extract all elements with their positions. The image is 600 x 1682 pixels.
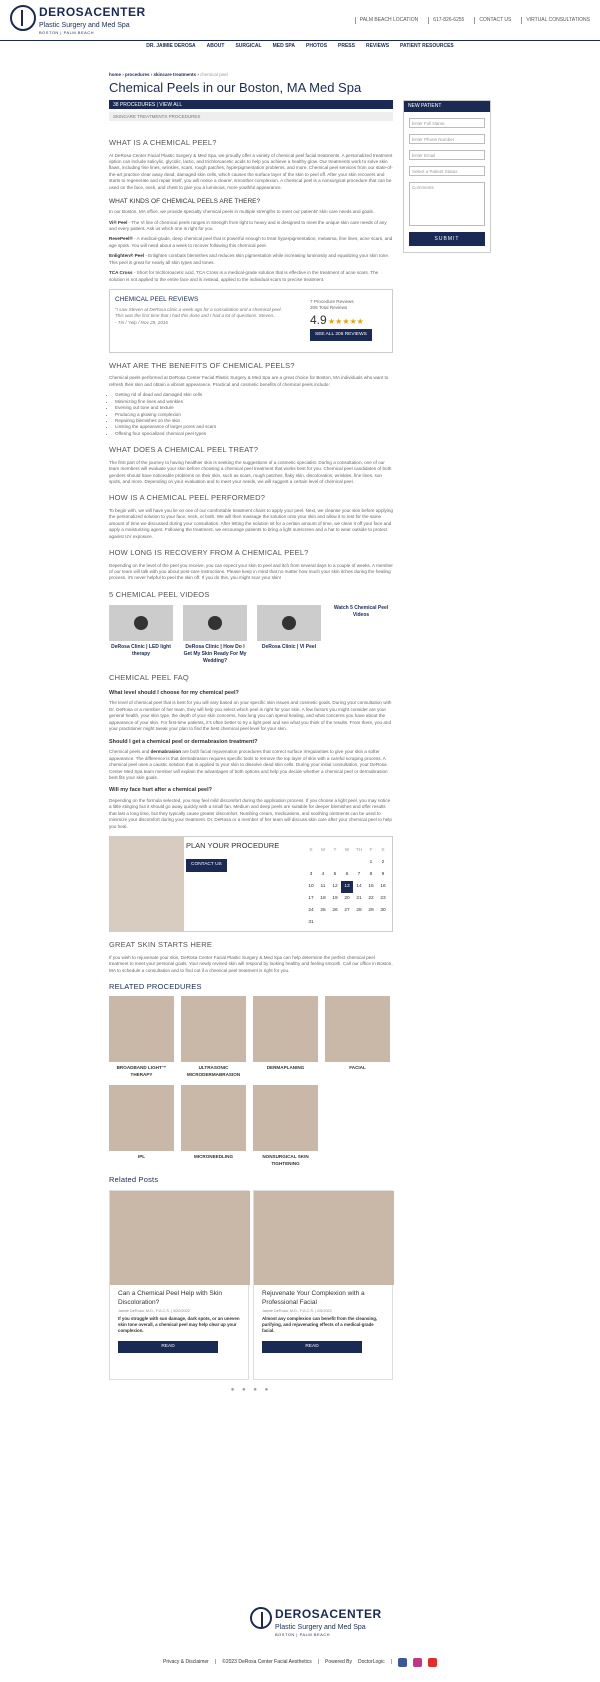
calendar-day[interactable]: 21 (356, 896, 362, 902)
crumb-skincare[interactable]: skincare treatments (153, 72, 197, 77)
procedure-review-count: 7 Procedure Reviews (310, 298, 354, 304)
procedure-image[interactable] (253, 1085, 318, 1151)
procedure-label[interactable]: BROADBAND LIGHT™ THERAPY (116, 1065, 167, 1077)
star-rating-icon: ★★★★★ (327, 316, 364, 326)
post-title[interactable]: Can a Chemical Peel Help with Skin Discoloration? (118, 1289, 223, 1306)
site-logo[interactable] (10, 5, 146, 35)
play-icon[interactable] (257, 605, 321, 641)
procedure-label[interactable]: MICRONEEDLING (193, 1154, 234, 1160)
post-image[interactable] (110, 1191, 250, 1285)
post-author: Jaimie DeRosa, M.D., F.A.C.S. | 2/5/2022 (262, 1308, 332, 1313)
procedure-image[interactable] (253, 996, 318, 1062)
calendar-day-header: T (333, 848, 337, 854)
calendar-day (341, 857, 353, 869)
peel-name: RevePeel® (109, 236, 133, 242)
calendar-day (305, 857, 317, 869)
play-icon[interactable] (109, 605, 173, 641)
watch-all-videos-link[interactable]: Watch 5 Chemical Peel Videos (333, 605, 389, 619)
faq-question: Will my face hurt after a chemical peel? (109, 787, 212, 794)
calendar-day-header: M (321, 848, 325, 854)
skincare-bar[interactable]: SKINCARE TREATMENTS PROCEDURES (109, 112, 393, 121)
calendar (305, 845, 389, 929)
post-excerpt: Almost any complexion can benefit from the cleansing, purifying, and rejuvenating effects of a medical-grade facial. (262, 1316, 378, 1334)
list-item: • Limiting the appearance of larger pores and scars (115, 424, 393, 430)
related-procedure-card[interactable] (325, 996, 390, 1078)
calendar-day[interactable]: 15 (368, 884, 374, 890)
video-title[interactable]: DeRosa Clinic | VI Peel (261, 644, 317, 651)
play-icon[interactable] (183, 605, 247, 641)
calendar-day (317, 857, 329, 869)
section-heading: WHAT DOES A CHEMICAL PEEL TREAT? (109, 445, 259, 455)
calendar-day[interactable]: 22 (368, 896, 374, 902)
post-author: Jaimie DeRosa, M.D., F.A.C.S. | 3/20/2022 (118, 1308, 190, 1313)
paragraph: At DeRosa Center Facial Plastic Surgery & Med Spa, we proudly offer a variety of chemical peel facial treatments. A personalized treatment option can include salicylic, glycolic, lactic, and trichloroacetic acids to help you achieve a healthy glow. Our treatments work to solve skin flaws, including fine lines, wrinkles, scars, rough patches, hyperpigmentation problems, and more. Chemical peel services from our state-of-the-art practice clear away dead, damaged skin cells, which causes the surface layer of the skin to peel off. After your skin recovers and starts to regenerate and repair itself, you will notice a clearer, smoother complexion. A chemical peel is a nonsurgical procedure that can be used on the face, neck, and chest to give you a luminous, more youthful appearance. (109, 152, 393, 190)
calendar-day[interactable]: 28 (356, 908, 362, 914)
section-heading: HOW IS A CHEMICAL PEEL PERFORMED? (109, 493, 266, 503)
plan-procedure-box (109, 836, 393, 932)
site-header (0, 0, 600, 41)
youtube-icon[interactable] (428, 1658, 437, 1667)
paragraph: Chemical peels performed at DeRosa Center Facial Plastic Surgery & Med Spa are a great choice for Boston, MA individuals who want to refresh their skin and obtain a vibrant appearance. Practical and cosmetic benefits of chemical peels include: (109, 375, 389, 387)
calendar-day (353, 857, 365, 869)
calendar-day (329, 857, 341, 869)
main-content (109, 130, 393, 1394)
logo-name: DEROSACENTER (275, 1607, 382, 1621)
list-item: • Evening out tone and texture (115, 405, 393, 411)
privacy-link[interactable]: Privacy & Disclaimer (162, 1659, 209, 1666)
calendar-day[interactable]: 8 (369, 872, 373, 878)
post-excerpt: If you struggle with sun damage, dark spots, or an uneven skin tone overall, a chemical peel may help clear up your complexion. (118, 1316, 240, 1334)
list-item: • Minimizing fine lines and wrinkles (115, 399, 393, 405)
related-procedure-card[interactable] (253, 1085, 318, 1167)
review-author: - Tiri / Yelp / Nov 29, 2016 (115, 319, 168, 325)
video-card[interactable] (257, 605, 321, 665)
calendar-day[interactable]: 23 (380, 896, 386, 902)
calendar-day[interactable]: 31 (308, 920, 314, 926)
calendar-day[interactable]: 2 (381, 860, 385, 866)
doctorlogic-link[interactable]: DoctorLogic (358, 1659, 385, 1666)
procedures-bar[interactable]: 38 PROCEDURES | VIEW ALL (109, 100, 393, 109)
comments-field[interactable]: Comments (409, 182, 485, 226)
main-nav (0, 43, 600, 53)
logo-subtitle: Plastic Surgery and Med Spa (39, 21, 130, 29)
procedure-image[interactable] (325, 996, 390, 1062)
video-card[interactable] (183, 605, 247, 665)
total-review-count: 206 Total Reviews (310, 305, 348, 311)
calendar-day (365, 917, 377, 929)
post-title[interactable]: Rejuvenate Your Complexion with a Professional Facial (262, 1289, 365, 1306)
nav-item[interactable]: PRESS (338, 43, 355, 49)
dermabrasion-link[interactable]: dermabrasion (150, 749, 182, 755)
calendar-day (341, 917, 353, 929)
benefits-list (115, 392, 393, 437)
nav-item[interactable]: PATIENT RESOURCES (400, 43, 454, 49)
post-image[interactable] (254, 1191, 394, 1285)
paragraph: RevePeel® - A medical-grade, deep chemical peel that is powerful enough to treat hyperpigmentation, melasma, fine lines, acne scars, and age spots. You will need about a week to recover following this chemical peel. (109, 236, 393, 248)
page-title: Chemical Peels in our Boston, MA Med Spa (109, 80, 362, 95)
faq-answer: The level of chemical peel that is best for you will vary based on your specific skin issues and cosmetic goals. During your consultation with Dr. DeRosa or a member of her team, they will help you select which peel is right for your skin. A few factors you might consider are your general health, your skin type, the depth of your skin concerns, how long you can spend healing, and what concerns you have about the appearance of your skin. For first-time patients, it's often better to try a light peel and see what you think of the results. From there, you and your practitioner might tweak your plan to find the best chemical peel level for your skin. (109, 700, 392, 732)
nav-item[interactable]: DR. JAIMIE DEROSA (146, 43, 196, 49)
contact-us-button[interactable]: CONTACT US (186, 859, 227, 872)
section-heading: GREAT SKIN STARTS HERE (109, 940, 213, 950)
crumb-procedures[interactable]: procedures (125, 72, 150, 77)
video-title[interactable]: DeRosa Clinic | LED light therapy (111, 644, 171, 658)
palm-beach-link[interactable]: PALM BEACH LOCATION (355, 17, 418, 24)
peel-name: Enlighten® Peel (109, 253, 145, 259)
calendar-day-header: S (309, 848, 313, 854)
videos-row (109, 605, 393, 665)
section-heading: CHEMICAL PEEL FAQ (109, 673, 189, 683)
rating-value: 4.9 (310, 312, 327, 327)
breadcrumb: home › procedures › skincare treatments › chemical peel (109, 72, 228, 77)
related-procedure-card[interactable] (181, 1085, 246, 1167)
calendar-day-header: TH (355, 848, 363, 854)
calendar-day[interactable]: 25 (320, 908, 326, 914)
related-procedure-card[interactable] (109, 1085, 174, 1167)
section-heading: RELATED PROCEDURES (109, 981, 202, 991)
paragraph: If you wish to rejuvenate your skin, DeRosa Center Facial Plastic Surgery & Med Spa can help determine the perfect chemical peel treatment to meet your personal goals. Your newly revived skin will respond by looking healthy and feeling smooth. Call our office in Boston, MA to schedule a consultation and to find out if a chemical peel treatment is right for you. (109, 954, 393, 973)
related-posts (109, 1190, 393, 1380)
video-card[interactable] (109, 605, 173, 665)
paragraph: The first part of the journey to having healthier skin is seeking the suggestions of a cosmetic specialist. During a consultation, one of our team members will evaluate your skin before choosing a chemical peel treatment that works best for you. Chemical peel candidates of both genders should have noticeable problems on their skin, such as scars, rough patches, flaky skin, discoloration, wrinkles, fine lines, sun spots, and more. Depending on your evaluation and to meet your needs, we will suggest a certain level of chemical peel. (109, 459, 392, 484)
reviews-title: CHEMICAL PEEL REVIEWS (115, 295, 199, 303)
nav-item[interactable]: ABOUT (206, 43, 225, 49)
procedure-label[interactable]: FACIAL (349, 1065, 366, 1071)
section-heading: WHAT ARE THE BENEFITS OF CHEMICAL PEELS? (109, 360, 295, 370)
logo-name: DEROSACENTER (39, 5, 146, 19)
logo-locations: BOSTON | PALM BEACH (39, 29, 95, 35)
procedure-image[interactable] (181, 996, 246, 1062)
section-heading: WHAT IS A CHEMICAL PEEL? (109, 138, 217, 147)
reviews-box (109, 289, 393, 353)
facebook-icon[interactable] (398, 1658, 407, 1667)
crumb-home[interactable]: home (109, 72, 122, 77)
faq-answer: Chemical peels and dermabrasion are both facial rejuvenation procedures that correct surface irregularities to give your skin a softer appearance. The difference is that dermabrasion requires specific tools to remove the top layer of skin with a careful scraping process. A chemical peel uses a caustic solution that is applied to your skin to dissolve dead skin cells. During your initial consultation, your DeRosa Center Med Spa team member will explain the advantages of both options and help you decide whether a chemical peel or dermabrasion best fits your skin goals. (109, 749, 388, 780)
calendar-day[interactable]: 5 (333, 872, 337, 878)
faq-question: Should I get a chemical peel or dermabrasion treatment? (109, 738, 258, 745)
phone-link[interactable]: 617-826-6255 (428, 17, 464, 24)
calendar-day-header: F (369, 848, 373, 854)
carousel-dots[interactable]: ● ● ● ● (230, 1386, 272, 1393)
calendar-day[interactable]: 24 (308, 908, 314, 914)
instagram-icon[interactable] (413, 1658, 422, 1667)
paragraph: TCA Cross - Short for trichloroacetic acid, TCA Cross is a medical-grade solution that is effective in the treatment of acne scars. The solution is not applied to the entire face and is instead, applied to the individual scars to precise treatment. (109, 270, 379, 282)
calendar-day[interactable]: 1 (369, 860, 373, 866)
paragraph: To begin with, we will have you lie on one of our comfortable treatment chairs to apply your peel. Next, we cleanse your skin before applying the personalized solution to your face, neck, or both. We will then massage the solution onto your skin and allow it to rest for the same amount of time we discussed during your consultation. After letting the solution sit for a certain amount of time, we clean it off your face and apply a moisturizing agent. Following the treatment, we encourage patients to bring a light sunscreen and a hat to wear outside to protect against UV exposure. (109, 507, 393, 539)
calendar-day[interactable]: 17 (308, 896, 314, 902)
procedure-label[interactable]: IPL (137, 1154, 146, 1160)
calendar-day-header: W (344, 848, 350, 854)
see-all-reviews-button[interactable]: SEE ALL 206 REVIEWS (310, 329, 372, 342)
plan-title: PLAN YOUR PROCEDURE (186, 841, 280, 851)
calendar-day[interactable]: 27 (344, 908, 350, 914)
nav-item[interactable]: MED SPA (272, 43, 295, 49)
list-item: • Getting rid of dead and damaged skin cells (115, 392, 393, 398)
logo-mark-icon (10, 5, 36, 31)
form-header: NEW PATIENT (404, 101, 490, 112)
calendar-day (329, 917, 341, 929)
powered-by: Powered By (325, 1659, 352, 1666)
video-title[interactable]: DeRosa Clinic | How Do I Get My Skin Ready For My Wedding? (183, 644, 247, 665)
submit-button[interactable]: SUBMIT (409, 232, 485, 246)
nav-item[interactable]: REVIEWS (365, 43, 390, 49)
logo-locations: BOSTON | PALM BEACH (275, 1631, 331, 1637)
paragraph: Vi® Peel - The Vi line of chemical peels ranges in strength from light to heavy and is designed to meet the unique skin care needs of any and every patient. Ask us which one is right for you. (109, 219, 387, 231)
calendar-day-header: S (381, 848, 385, 854)
calendar-day[interactable]: 20 (344, 896, 350, 902)
contact-link[interactable]: CONTACT US (474, 17, 511, 24)
email-field[interactable]: Enter Email (409, 150, 485, 160)
faq-answer: Depending on the formula selected, you may feel mild discomfort during the application process. If you choose a light peel, you may notice a little stinging but it should go away quickly with a small fan. Medium and deep peels are suitable for deeper blemishes and offer results that last a long time, but they typically cause greater discomfort. Numbing cream, medications, and soothing ointments can be used to minimize your discomfort during your treatment. Dr. DeRosa or a member of her team will discuss skin care after your chemical peel to help you heal. (109, 798, 392, 829)
related-procedure-card[interactable] (181, 996, 246, 1078)
patient-status-select[interactable]: Select a Patient Status (409, 166, 485, 176)
section-heading: 5 CHEMICAL PEEL VIDEOS (109, 589, 210, 599)
procedure-image[interactable] (109, 996, 174, 1062)
footer-logo[interactable] (250, 1607, 382, 1637)
list-item: • Offering four specialized chemical peel types (115, 431, 393, 437)
calendar-day[interactable]: 16 (380, 884, 386, 890)
calendar-day[interactable]: 4 (321, 872, 325, 878)
list-item: • Producing a glowing complexion (115, 412, 393, 418)
nav-item[interactable]: SURGICAL (235, 43, 262, 49)
peel-name: TCA Cross (109, 270, 133, 276)
calendar-day[interactable]: 29 (368, 908, 374, 914)
peel-name[interactable]: Vi® Peel (109, 219, 128, 225)
post-card (253, 1190, 393, 1380)
calendar-day[interactable]: 30 (380, 908, 386, 914)
procedure-image[interactable] (109, 1085, 174, 1151)
list-item: • Repairing blemishes on the skin (115, 418, 393, 424)
nav-item[interactable]: PHOTOS (306, 43, 328, 49)
section-heading: HOW LONG IS RECOVERY FROM A CHEMICAL PEEL? (109, 548, 309, 558)
procedure-image[interactable] (181, 1085, 246, 1151)
logo-subtitle: Plastic Surgery and Med Spa (275, 1623, 366, 1631)
review-quote: "I saw Steven at DeRosa clinic a week ago for a consultation and a chemical peel. This was the first time that I had this done and I had a lot of questions. Steven.. (115, 307, 282, 319)
calendar-day (317, 917, 329, 929)
faq-question: What level should I choose for my chemical peel? (109, 689, 239, 696)
read-button[interactable]: READ (118, 1341, 218, 1354)
read-button[interactable]: READ (262, 1341, 362, 1354)
section-heading: Related Posts (109, 1175, 159, 1185)
paragraph: Depending on the level of the peel you receive, you can expect your skin to peel and itch from several days to a couple of weeks. A member of our team will talk with you about post-care instructions. Please keep in mind that no matter how much your skin itches during the healing process, it's never helpful to peel the skin off. If you do this, you might scar your skin! (109, 562, 393, 581)
calendar-day[interactable]: 18 (320, 896, 326, 902)
calendar-day[interactable]: 3 (309, 872, 313, 878)
procedure-label[interactable]: DERMAPLANING (266, 1065, 305, 1071)
related-procedure-card[interactable] (253, 996, 318, 1078)
calendar-day[interactable]: 7 (357, 872, 361, 878)
crumb-current: chemical peel (200, 72, 228, 77)
calendar-day[interactable]: 10 (308, 884, 314, 890)
new-patient-form (403, 100, 491, 253)
faq-list (109, 690, 393, 830)
procedure-label[interactable]: NONSURGICAL SKIN TIGHTENING (262, 1154, 309, 1166)
calendar-day[interactable]: 9 (381, 872, 385, 878)
calendar-day[interactable]: 13 (341, 881, 353, 893)
related-procedures (109, 996, 393, 1167)
procedure-label[interactable]: ULTRASONIC MICRODERMABRASION (186, 1065, 241, 1077)
paragraph: In our Boston, MA office, we provide specialty chemical peels in multiple strengths to meet our patients' skin care needs and goals. (109, 209, 375, 215)
logo-mark-icon (250, 1607, 272, 1629)
calendar-day[interactable]: 12 (332, 884, 338, 890)
related-procedure-card[interactable] (109, 996, 174, 1078)
copyright: ©2023 DeRosa Center Facial Aesthetics (222, 1659, 312, 1666)
calendar-day (353, 917, 365, 929)
paragraph: Enlighten® Peel - Enlighten combats blemishes and reduces skin pigmentation while increasing luminosity and equalizing your skin tone. This peel is great for nearly all skin types and tones. (109, 253, 390, 265)
section-heading: WHAT KINDS OF CHEMICAL PEELS ARE THERE? (109, 198, 261, 206)
calendar-day[interactable]: 6 (345, 872, 349, 878)
top-links (355, 17, 590, 24)
full-name-field[interactable]: Enter Full Name (409, 118, 485, 128)
calendar-day[interactable]: 14 (356, 884, 362, 890)
post-card (109, 1190, 249, 1380)
calendar-day[interactable]: 19 (332, 896, 338, 902)
calendar-day (377, 917, 389, 929)
footer-bar: Privacy & Disclaimer | ©2023 DeRosa Center Facial Aesthetics | Powered By DoctorLogic | (0, 1658, 600, 1667)
plan-image (110, 837, 184, 931)
calendar-day[interactable]: 11 (320, 884, 326, 890)
calendar-day[interactable]: 26 (332, 908, 338, 914)
virtual-consult-link[interactable]: VIRTUAL CONSULTATIONS (521, 17, 590, 24)
phone-field[interactable]: Enter Phone Number (409, 134, 485, 144)
